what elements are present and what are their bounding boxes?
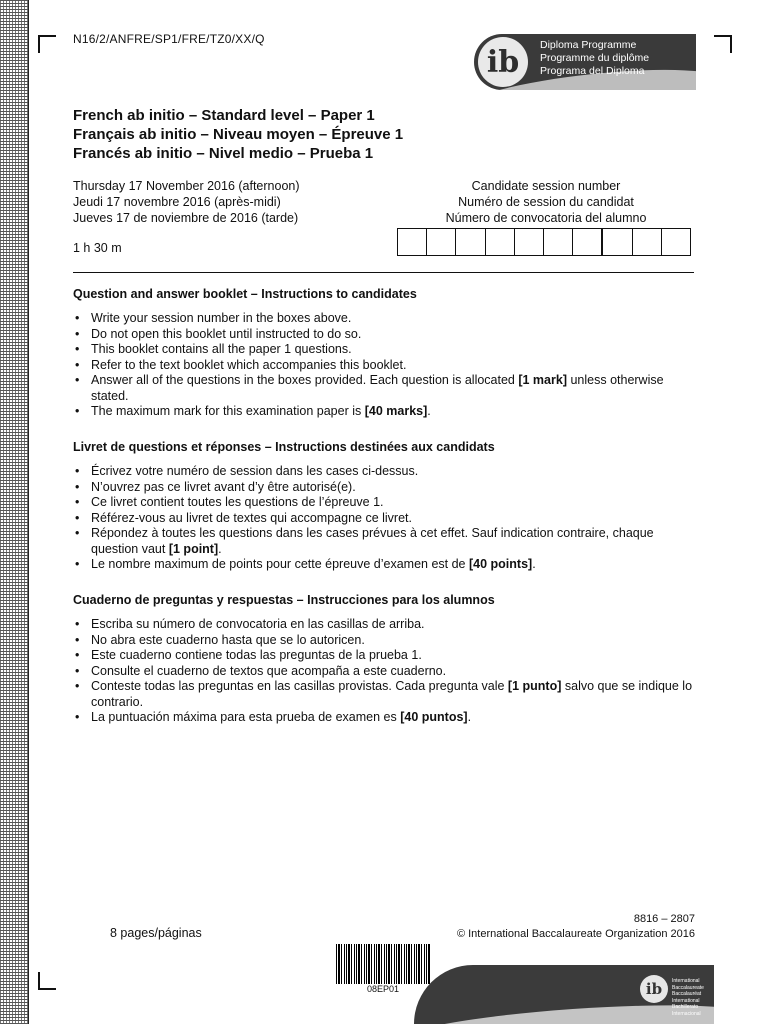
candidate-label-en: Candidate session number [471, 179, 621, 193]
crop-mark-top-left [38, 35, 56, 53]
session-number-box[interactable] [662, 229, 690, 255]
ib-logo-icon: ib [478, 37, 528, 87]
instruction-item: • The maximum mark for this examination paper is [40 marks]. [73, 404, 698, 420]
binding-margin-pattern [0, 0, 29, 1024]
instructions-english [73, 287, 698, 420]
instruction-item: • Le nombre maximum de points pour cette épreuve d’examen est de [40 points]. [73, 557, 698, 573]
crop-mark-bottom-left [38, 972, 56, 990]
barcode-bars [336, 944, 430, 984]
footer-reference [420, 912, 695, 942]
programme-name-es: Programa del Diploma [540, 65, 645, 77]
programme-name-fr: Programme du diplôme [540, 52, 650, 64]
ib-header-banner [474, 34, 696, 90]
exam-dates [73, 178, 300, 226]
session-number-box[interactable] [398, 229, 427, 255]
instruction-item: • No abra este cuaderno hasta que se lo autoricen. [73, 633, 698, 649]
paper-titles [73, 106, 403, 163]
ib-footer-banner [414, 965, 714, 1024]
instruction-item: • Refer to the text booklet which accompanies this booklet. [73, 358, 698, 374]
crop-mark-top-right [714, 35, 732, 53]
instruction-item: • This booklet contains all the paper 1 questions. [73, 342, 698, 358]
session-number-boxes [397, 228, 691, 256]
instruction-list [73, 311, 698, 420]
org-name-en: International Baccalaureate [672, 978, 704, 991]
session-number-box[interactable] [544, 229, 573, 255]
barcode [336, 944, 430, 994]
instruction-item: • Répondez à toutes les questions dans les cases prévues à cet effet. Sauf indication contraire, chaque question vaut [1 point]. [73, 526, 698, 557]
instruction-list [73, 464, 698, 573]
org-name-fr: Baccalauréat International [672, 991, 702, 1004]
barcode-text: 08EP01 [366, 984, 400, 994]
instruction-item: • Conteste todas las preguntas en las casillas provistas. Cada pregunta vale [1 punto] salvo que se indique lo contrario. [73, 679, 698, 710]
section-heading: Cuaderno de preguntas y respuestas – Instrucciones para los alumnos [73, 593, 495, 607]
exam-code: N16/2/ANFRE/SP1/FRE/TZ0/XX/Q [73, 32, 265, 46]
title-en: French ab initio – Standard level – Paper 1 [73, 107, 375, 124]
section-heading: Question and answer booklet – Instructions to candidates [73, 287, 417, 301]
date-fr: Jeudi 17 novembre 2016 (après-midi) [73, 195, 281, 209]
reference-number: 8816 – 2807 [633, 913, 695, 925]
footer-swoosh [414, 996, 714, 1024]
candidate-label-fr: Numéro de session du candidat [458, 195, 634, 209]
session-number-box[interactable] [633, 229, 662, 255]
horizontal-rule [73, 272, 694, 273]
session-number-box[interactable] [515, 229, 544, 255]
date-es: Jueves 17 de noviembre de 2016 (tarde) [73, 211, 299, 225]
instruction-item: • N’ouvrez pas ce livret avant d’y être autorisé(e). [73, 480, 698, 496]
instruction-item: • Écrivez votre numéro de session dans les cases ci-dessus. [73, 464, 698, 480]
instructions-french [73, 440, 698, 573]
session-number-box[interactable] [486, 229, 515, 255]
org-name-es: Bachillerato Internacional [672, 1004, 701, 1017]
copyright-notice: © International Baccalaureate Organization 2016 [456, 928, 695, 940]
organisation-names [672, 978, 712, 1017]
exam-duration: 1 h 30 m [73, 241, 122, 255]
title-es: Francés ab initio – Nivel medio – Prueba 1 [73, 145, 374, 162]
instruction-item: • La puntuación máxima para esta prueba de examen es [40 puntos]. [73, 710, 698, 726]
section-heading: Livret de questions et réponses – Instructions destinées aux candidats [73, 440, 495, 454]
session-number-box[interactable] [456, 229, 485, 255]
programme-names [540, 39, 649, 78]
programme-name-en: Diploma Programme [540, 39, 637, 51]
candidate-session-labels [398, 178, 694, 226]
instruction-item: • Consulte el cuaderno de textos que acompaña a este cuaderno. [73, 664, 698, 680]
instruction-item: • Do not open this booklet until instructed to do so. [73, 327, 698, 343]
session-number-box[interactable] [603, 229, 632, 255]
page-count: 8 pages/páginas [110, 926, 202, 940]
instruction-item: • Référez-vous au livret de textes qui accompagne ce livret. [73, 511, 698, 527]
instruction-item: • Write your session number in the boxes above. [73, 311, 698, 327]
instruction-item: • Ce livret contient toutes les questions de l’épreuve 1. [73, 495, 698, 511]
instruction-item: • Escriba su número de convocatoria en las casillas de arriba. [73, 617, 698, 633]
session-number-box[interactable] [573, 229, 603, 255]
title-fr: Français ab initio – Niveau moyen – Épreuve 1 [73, 126, 404, 143]
instruction-list [73, 617, 698, 726]
date-en: Thursday 17 November 2016 (afternoon) [73, 179, 300, 193]
instruction-item: • Answer all of the questions in the boxes provided. Each question is allocated [1 mark] unless otherwise stated. [73, 373, 698, 404]
session-number-box[interactable] [427, 229, 456, 255]
candidate-label-es: Número de convocatoria del alumno [445, 211, 647, 225]
ib-logo-small-icon: ib [640, 975, 668, 1003]
instructions-spanish [73, 593, 698, 726]
instruction-item: • Este cuaderno contiene todas las preguntas de la prueba 1. [73, 648, 698, 664]
